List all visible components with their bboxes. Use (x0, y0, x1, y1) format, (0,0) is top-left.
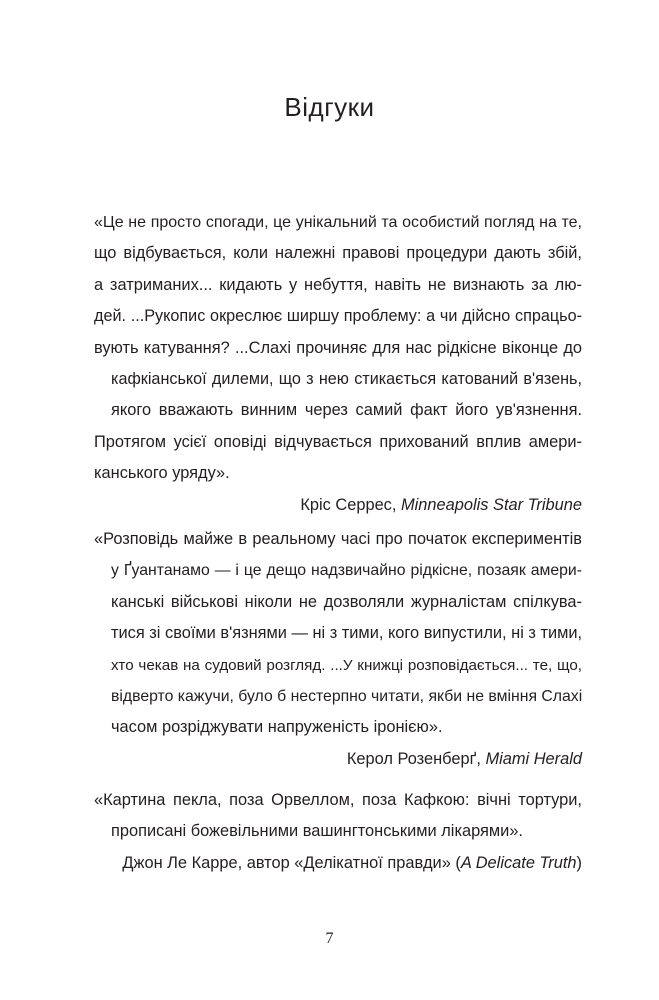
review-1-line: що відбувається, коли належні правові процедури дають збій, (94, 244, 582, 263)
page-title: Відгуки (284, 92, 375, 122)
review-1-line: кафкіанської дилеми, що з нею стикається катований в'язень, (111, 370, 582, 389)
review-1-line: дей. ...Рукопис окреслює ширшу проблему: а чи дійсно спрацьо- (94, 307, 582, 326)
review-2-line: часом розріджувати напруженість іронією». (111, 718, 443, 737)
review-2-source: Miami Herald (485, 749, 582, 768)
review-2-attribution (94, 744, 582, 775)
review-1-line: а затриманих... кидають у небуття, навіть не визнають за лю- (94, 275, 582, 294)
review-2-line: у Ґуантанамо — і це дещо надзвичайно рідкісне, позаяк амери- (111, 562, 582, 580)
review-1-source: Minneapolis Star Tribune (401, 495, 582, 514)
review-3-line: «Картина пекла, поза Орвеллом, поза Кафкою: вічні тортури, (94, 791, 582, 809)
review-2 (94, 524, 582, 775)
review-2-line: канські військові ніколи не дозволяли журналістам спілкува- (111, 592, 582, 611)
review-3-source: A Delicate Truth (460, 853, 577, 872)
review-1 (94, 207, 582, 521)
review-2-author: Керол Розенберґ, (346, 749, 486, 768)
review-1-author: Кріс Серрес, (300, 495, 401, 514)
review-1-line: «Це не просто спогади, це унікальний та особистий погляд на те, (94, 214, 582, 231)
review-3-line: прописані божевільними вашингтонськими лікарями». (111, 822, 523, 841)
review-2-line: хто чекав на судовий розгляд. ...У книжці розповідається... те, що, (111, 656, 582, 674)
review-3 (94, 785, 582, 879)
review-1-line: канського уряду». (94, 464, 230, 483)
page-number: 7 (325, 930, 334, 947)
review-2-line: відверто кажучи, було б нестерпно читати, якби не вміння Слахі (111, 688, 583, 706)
review-1-line: якого вважають винним через самий факт його ув'язнення. (111, 401, 582, 420)
review-1-line: вують катування? ...Слахі прочиняє для нас рідкісне віконце до (94, 338, 582, 357)
review-2-line: тися зі своїми в'язнями — ні з тими, кого випустили, ні з тими, (111, 624, 583, 643)
review-1-line: Протягом усієї оповіді відчувається прихований вплив амери- (94, 432, 582, 451)
review-3-author: Джон Ле Карре, автор «Делікатної правди» ( (122, 853, 461, 872)
review-3-attribution (94, 848, 582, 879)
review-2-line: «Розповідь майже в реальному часі про початок експериментів (94, 530, 582, 548)
review-3-closing-paren: ) (576, 853, 582, 872)
review-1-attribution (94, 490, 582, 521)
